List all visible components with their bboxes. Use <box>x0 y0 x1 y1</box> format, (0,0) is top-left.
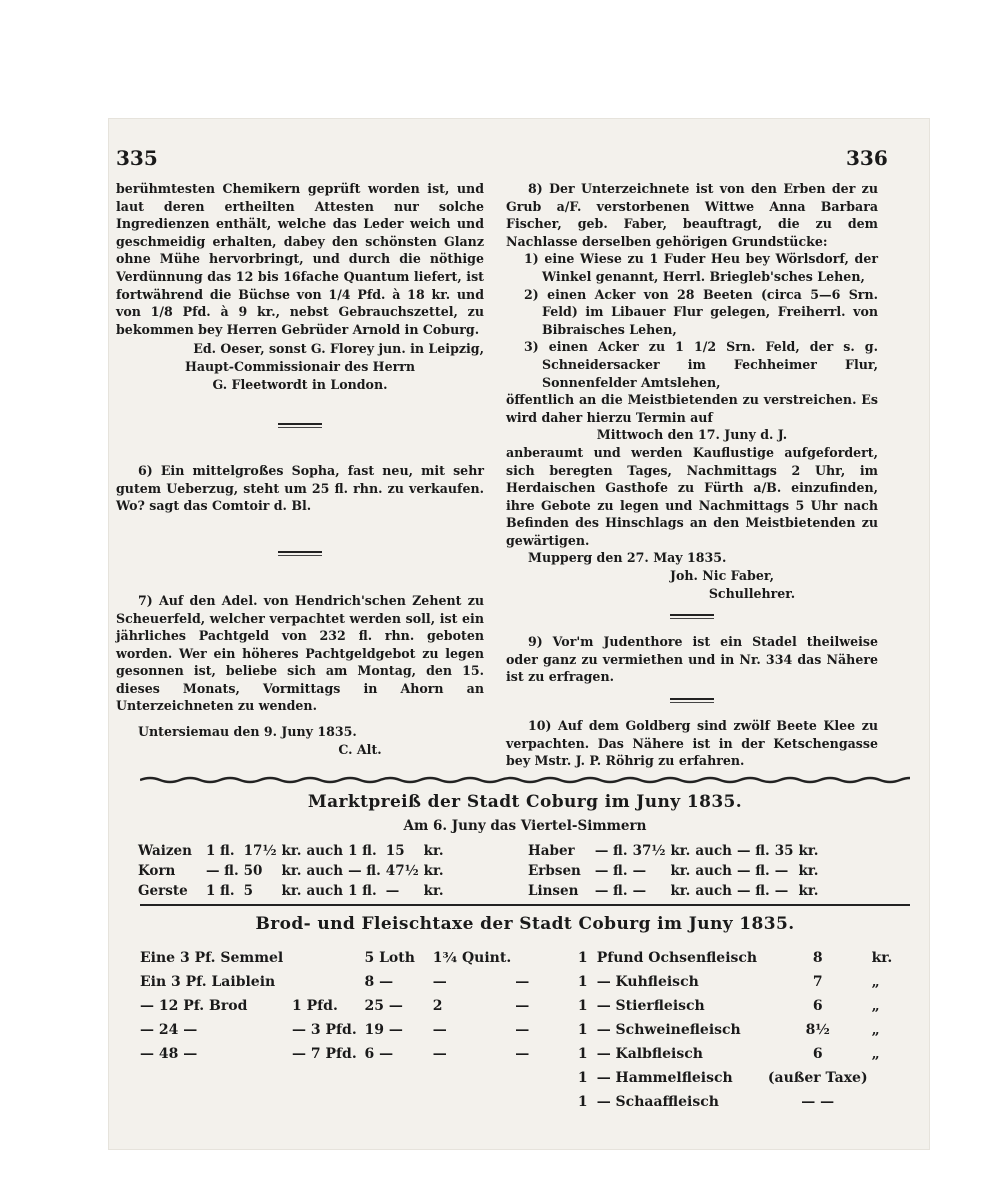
table-cell: — <box>432 1022 447 1038</box>
table-cell: 5 Loth <box>364 950 415 966</box>
table-cell: — Stierfleisch <box>596 998 705 1014</box>
table-row <box>140 994 910 1018</box>
price-cell: — fl. <box>348 863 381 879</box>
table-cell <box>872 1066 910 1090</box>
price-cell: 1 fl. <box>205 883 235 899</box>
ad-8-place-date: Mupperg den 27. May 1835. <box>528 550 727 566</box>
price-cell: auch <box>306 883 344 899</box>
table-row <box>140 1066 910 1090</box>
table-cell: — 24 — <box>140 1022 198 1038</box>
table-cell <box>140 1066 292 1090</box>
table-cell <box>292 946 364 970</box>
grain-name: Waizen <box>138 843 192 859</box>
price-cell: — <box>774 863 789 879</box>
separator-rule <box>670 698 714 703</box>
price-cell: kr. <box>281 863 302 879</box>
polish-ad-text: berühmtesten Chemikern geprüft worden ist, und laut deren ertheilten Attesten nur solche Ingredienzen enthält, welche das Leder weich und geschmeidig erhalten, dabey den schönsten Glanz ohne Mühe hervorbringt, und durch die nöthige Verdünnung das 12 bis 16fache Quantum liefert, ist fortwährend die Büchse von 1/4 Pfd. à 18 kr. und von 1/8 Pfd. à 9 kr., nebst Gebrauchszettel, zu bekommen bey Herren Gebrüder Arnold in Coburg. <box>116 181 484 337</box>
ad-8-property-list <box>506 250 878 391</box>
table-row <box>528 882 823 902</box>
wavy-divider <box>140 776 910 784</box>
ad-8-date: Mittwoch den 17. Juny d. J. <box>596 427 788 443</box>
table-row <box>138 862 449 882</box>
table-cell: „ <box>871 1046 880 1062</box>
market-price-subtitle: Am 6. Juny das Viertel-Simmern <box>403 818 647 834</box>
price-cell: kr. <box>798 843 819 859</box>
ad-7-signature: C. Alt. <box>338 741 382 757</box>
price-cell: 17½ <box>243 843 277 859</box>
price-cell: kr. <box>670 843 691 859</box>
list-item: 2) einen Acker von 28 Beeten (circa 5—6 Srn. Feld) im Libauer Flur gelegen, Freiherrl. von Bibraisches Lehen, <box>524 286 878 337</box>
signature-line: G. Fleetwordt in London. <box>212 376 388 392</box>
price-cell: 47½ <box>385 863 419 879</box>
price-cell: — <box>632 883 647 899</box>
price-cell: — fl. <box>737 883 770 899</box>
table-cell: 2 <box>432 998 443 1014</box>
grain-name: Gerste <box>138 883 188 899</box>
table-cell: 1 <box>577 974 588 990</box>
table-cell: — <box>432 1046 447 1062</box>
separator-rule <box>670 614 714 619</box>
table-cell: 1 <box>577 1070 588 1086</box>
table-cell: — 48 — <box>140 1046 198 1062</box>
table-cell: Eine 3 Pf. Semmel <box>140 950 284 966</box>
ad-10-klee: 10) Auf dem Goldberg sind zwölf Beete Klee zu verpachten. Das Nähere ist in der Ketschengasse bey Mstr. J. P. Röhrig zu erfahren. <box>506 718 878 769</box>
table-cell: 6 — <box>364 1046 394 1062</box>
table-cell <box>515 1090 573 1114</box>
signature-line: Haupt-Commissionair des Herrn <box>184 358 416 374</box>
signature-line: Ed. Oeser, sonst G. Florey jun. in Leipzig, <box>193 341 484 357</box>
table-cell <box>140 1090 292 1114</box>
price-cell: — <box>385 883 400 899</box>
table-row <box>140 1018 910 1042</box>
price-cell: kr. <box>423 843 444 859</box>
grain-name: Korn <box>138 863 176 879</box>
table-cell: 8 <box>812 950 823 966</box>
table-cell: 6 <box>812 998 823 1014</box>
price-cell: 35 <box>774 843 794 859</box>
table-cell: „ <box>871 998 880 1014</box>
table-row <box>528 842 823 862</box>
table-cell: Pfund Ochsenfleisch <box>596 950 758 966</box>
separator-rule <box>278 423 322 428</box>
price-cell: — fl. <box>594 843 628 859</box>
table-cell: — 12 Pf. Brod <box>140 998 248 1014</box>
price-cell: auch <box>306 863 344 879</box>
table-row <box>140 970 910 994</box>
price-cell: 1 fl. <box>348 843 377 859</box>
table-cell: 1¾ Quint. <box>432 950 512 966</box>
table-row <box>528 862 823 882</box>
table-row <box>140 1042 910 1066</box>
price-cell: kr. <box>281 843 302 859</box>
table-row <box>138 842 449 862</box>
price-cell: kr. <box>423 863 444 879</box>
table-cell <box>872 1090 910 1114</box>
ad-8-body-1: öffentlich an die Meistbietenden zu verstreichen. Es wird daher hierzu Termin auf <box>506 392 878 425</box>
price-cell: — fl. <box>205 863 239 879</box>
ad-7-zehent: 7) Auf den Adel. von Hendrich'schen Zehent zu Scheuerfeld, welcher verpachtet werden soll, ist ein jährliches Pachtgeld von 232 fl. rhn. geboten worden. Wer ein höheres Pachtgeldgebot zu legen gesonnen ist, beliebe sich am Montag, den 15. dieses Monats, Vormittags in Ahorn an Unterzeichneten zu wenden. <box>116 592 484 714</box>
table-cell: 8 — <box>364 974 394 990</box>
separator-rule <box>278 551 322 556</box>
price-cell: 5 <box>243 883 254 899</box>
price-cell: kr. <box>670 883 691 899</box>
price-cell: auch <box>306 843 344 859</box>
table-cell: 1 Pfd. <box>292 998 338 1014</box>
table-row <box>140 1090 910 1114</box>
table-cell <box>515 1066 573 1090</box>
page-number-right: 336 <box>846 146 888 170</box>
table-cell <box>292 970 364 994</box>
table-cell: 1 <box>577 950 588 966</box>
ad-8-signature-title: Schullehrer. <box>708 585 796 601</box>
table-cell: 1 <box>577 1046 588 1062</box>
polish-ad-signature <box>116 340 484 393</box>
ad-8-body-2: anberaumt und werden Kauflustige aufgefordert, sich beregten Tages, Nachmittags 2 Uhr, im Herdaischen Gasthofe zu Fürth a/B. einzufinden, ihre Gebote zu legen und Nachmittags 5 Uhr nach Befinden des Hinschlags an den Meistbietenden zu gewärtigen. <box>506 444 878 548</box>
table-cell: — 3 Pfd. <box>292 1022 357 1038</box>
table-cell: Ein 3 Pf. Laiblein <box>140 974 276 990</box>
ad-8-intro: 8) Der Unterzeichnete ist von den Erben der zu Grub a/F. verstorbenen Wittwe Anna Barbara Fischer, geb. Faber, beauftragt, die zu dem Nachlasse derselben gehörigen Grundstücke: <box>506 181 878 249</box>
list-item: 3) einen Acker zu 1 1/2 Srn. Feld, der s. g. Schneidersacker im Fechheimer Flur, Sonnenfelder Amtslehen, <box>524 339 878 390</box>
table-cell <box>364 1066 432 1090</box>
list-item: 1) eine Wiese zu 1 Fuder Heu bey Wörlsdorf, der Winkel genannt, Herrl. Briegleb'sches Lehen, <box>524 251 878 284</box>
table-row <box>138 882 449 902</box>
grain-name: Erbsen <box>528 863 581 879</box>
table-cell: — <box>515 974 530 990</box>
table-cell: kr. <box>871 950 893 966</box>
price-cell: auch <box>695 883 732 899</box>
table-cell: 8½ <box>805 1022 830 1038</box>
table-cell: — <box>432 974 447 990</box>
table-cell <box>433 1090 515 1114</box>
market-price-title: Marktpreiß der Stadt Coburg im Juny 1835. <box>307 792 743 812</box>
table-cell: — Schaaffleisch <box>596 1094 719 1110</box>
price-cell: 50 <box>243 863 263 879</box>
table-row <box>140 946 910 970</box>
price-cell: kr. <box>798 883 819 899</box>
price-cell: — fl. <box>594 863 628 879</box>
grain-name: Haber <box>528 843 575 859</box>
table-cell: — Schweinefleisch <box>596 1022 741 1038</box>
market-price-table-left <box>138 842 449 902</box>
price-cell: — <box>774 883 789 899</box>
table-cell: (außer Taxe) <box>767 1070 868 1086</box>
right-column <box>506 180 878 770</box>
table-cell: 1 <box>577 1094 588 1110</box>
table-cell: 25 — <box>364 998 403 1014</box>
table-cell: — <box>515 1046 530 1062</box>
table-cell: „ <box>871 1022 880 1038</box>
table-cell: 7 <box>812 974 823 990</box>
table-cell <box>433 1066 515 1090</box>
table-cell: 1 <box>577 998 588 1014</box>
page-number-left: 335 <box>116 146 158 170</box>
table-cell: „ <box>871 974 880 990</box>
price-cell: 15 <box>385 843 405 859</box>
price-cell: auch <box>695 843 732 859</box>
table-cell: — 7 Pfd. <box>292 1046 357 1062</box>
section-rule <box>140 904 910 906</box>
market-price-table-right <box>528 842 823 902</box>
table-cell: 19 — <box>364 1022 403 1038</box>
brod-taxe-title: Brod- und Fleischtaxe der Stadt Coburg im Juny 1835. <box>255 914 795 934</box>
table-cell <box>292 1090 364 1114</box>
table-cell: — Kalbfleisch <box>596 1046 703 1062</box>
price-cell: — <box>632 863 647 879</box>
price-cell: kr. <box>423 883 444 899</box>
table-cell <box>515 946 573 970</box>
table-cell: 6 <box>812 1046 823 1062</box>
brod-taxe-table <box>140 946 910 1114</box>
table-cell: — Kuhfleisch <box>596 974 699 990</box>
table-cell: 1 <box>577 1022 588 1038</box>
table-cell: — Hammelfleisch <box>596 1070 733 1086</box>
price-cell: — fl. <box>737 843 770 859</box>
price-cell: 37½ <box>632 843 666 859</box>
price-cell: 1 fl. <box>205 843 235 859</box>
ad-8-signature-name: Joh. Nic Faber, <box>670 568 774 584</box>
left-column <box>116 180 484 758</box>
table-cell: — — <box>801 1094 835 1110</box>
price-cell: kr. <box>281 883 302 899</box>
ad-7-place-date: Untersiemau den 9. Juny 1835. <box>138 724 357 740</box>
table-cell: — <box>515 1022 530 1038</box>
table-cell <box>292 1066 364 1090</box>
grain-name: Linsen <box>528 883 579 899</box>
price-cell: — fl. <box>594 883 628 899</box>
ad-6-sopha: 6) Ein mittelgroßes Sopha, fast neu, mit sehr gutem Ueberzug, steht um 25 fl. rhn. zu verkaufen. Wo? sagt das Comtoir d. Bl. <box>116 463 484 514</box>
price-cell: kr. <box>798 863 819 879</box>
ad-9-stadel: 9) Vor'm Judenthore ist ein Stadel theilweise oder ganz zu vermiethen und in Nr. 334 das Nähere ist zu erfragen. <box>506 634 878 685</box>
price-cell: 1 fl. <box>348 883 377 899</box>
price-cell: auch <box>695 863 732 879</box>
table-cell <box>364 1090 432 1114</box>
table-cell: — <box>515 998 530 1014</box>
price-cell: — fl. <box>737 863 770 879</box>
price-cell: kr. <box>670 863 691 879</box>
